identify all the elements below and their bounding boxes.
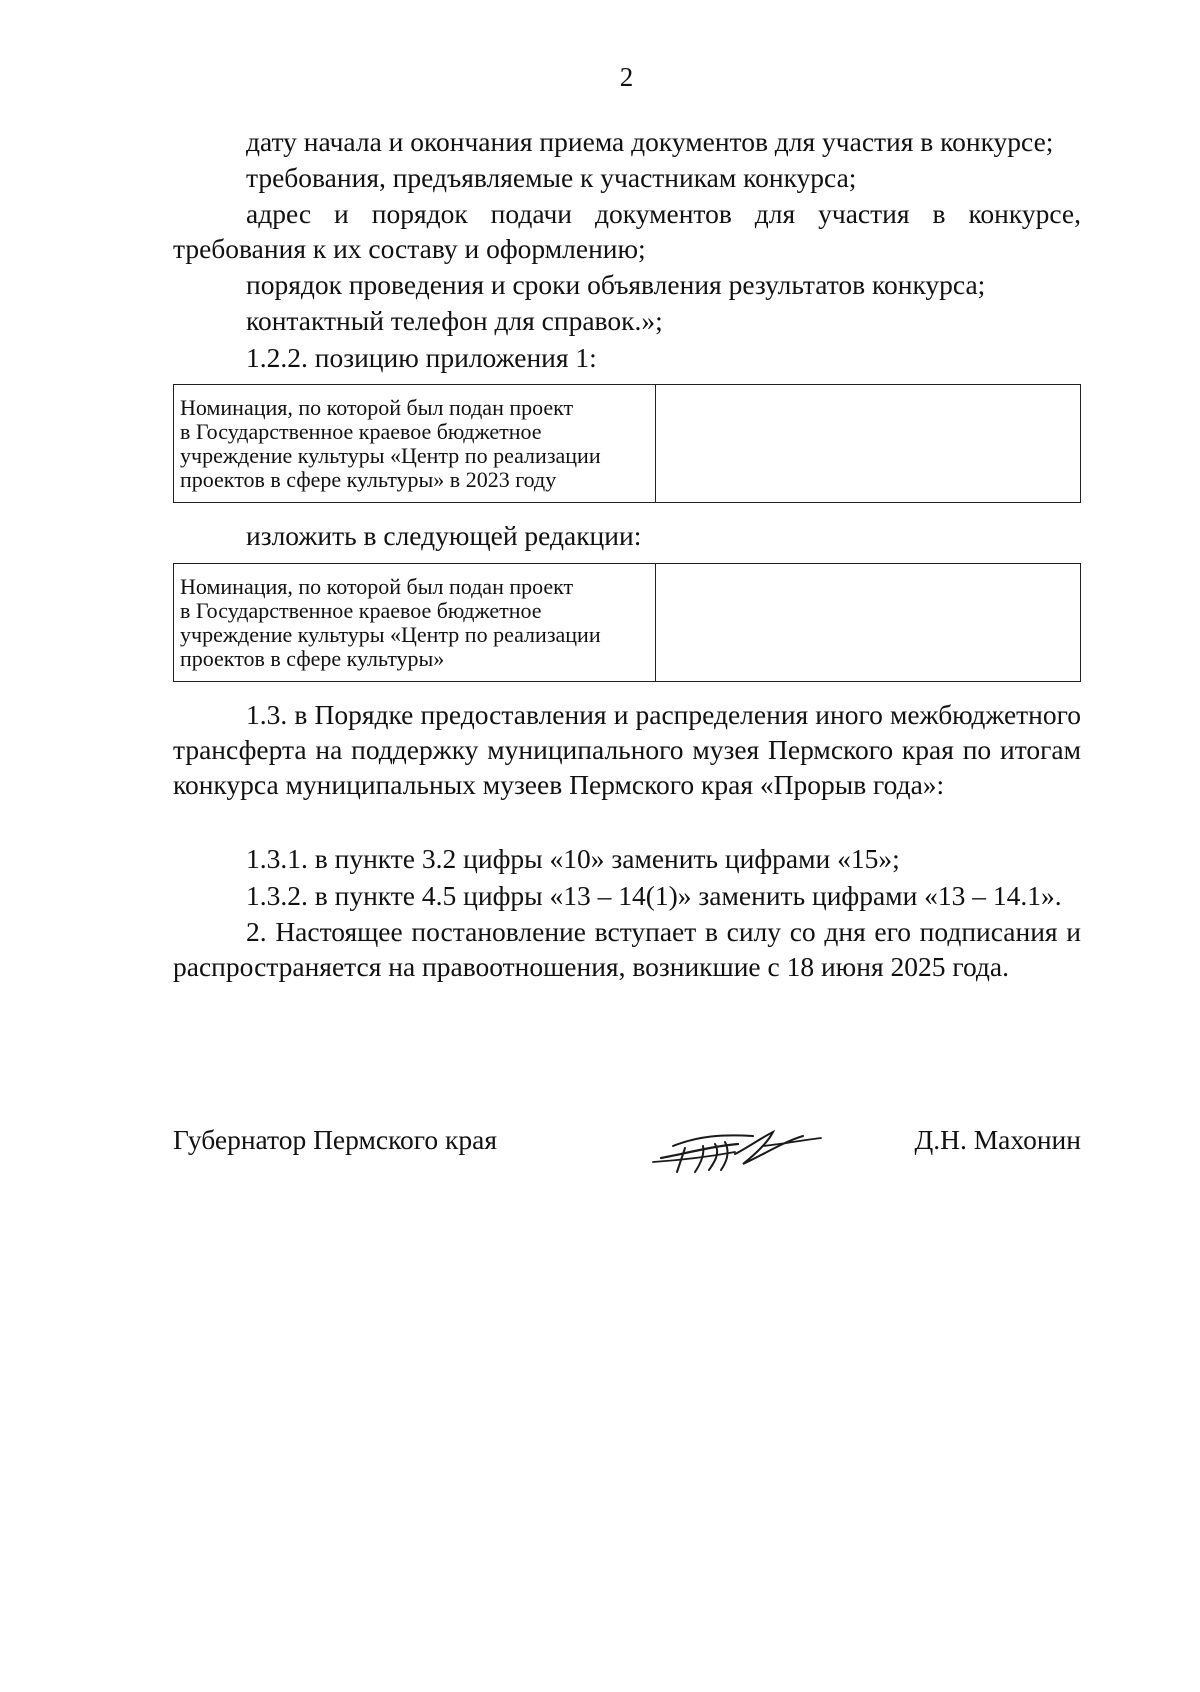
paragraph-requirements: требования, предъявляемые к участникам конкурса; xyxy=(246,162,857,193)
table-old-left-cell xyxy=(174,385,656,502)
paragraph-item-1-3-2: 1.3.2. в пункте 4.5 цифры «13 – 14(1)» заменить цифрами «13 – 14.1». xyxy=(246,880,1062,911)
table-new-line: проектов в сфере культуры» xyxy=(180,646,445,671)
table-old-line: учреждение культуры «Центр по реализации xyxy=(180,443,601,468)
table-old-right-cell xyxy=(656,385,1080,502)
page-number: 2 xyxy=(619,62,634,92)
table-old-line: Номинация, по которой был подан проект xyxy=(180,395,574,420)
table-new-right-cell xyxy=(656,564,1080,681)
paragraph-item-1-3-1: 1.3.1. в пункте 3.2 цифры «10» заменить цифрами «15»; xyxy=(246,843,900,874)
table-new-line: Номинация, по которой был подан проект xyxy=(180,574,574,599)
signature-block xyxy=(173,1122,1081,1182)
table-new-position xyxy=(173,563,1081,682)
table-new-left-cell xyxy=(174,564,656,681)
paragraph-item-1-2-2: 1.2.2. позицию приложения 1: xyxy=(246,342,597,373)
paragraph-address: адрес и порядок подачи документов для участия в конкурсе, требования к их составу и оформлению; xyxy=(173,198,1081,264)
table-old-line: проектов в сфере культуры» в 2023 году xyxy=(180,467,557,492)
signatory-name: Д.Н. Махонин xyxy=(914,1124,1081,1155)
paragraph-phone: контактный телефон для справок.»; xyxy=(246,305,663,336)
handwritten-signature xyxy=(643,1116,833,1176)
paragraph-new-edition: изложить в следующей редакции: xyxy=(246,520,642,551)
signatory-title: Губернатор Пермского края xyxy=(173,1124,497,1155)
table-old-position xyxy=(173,384,1081,503)
table-new-line: в Государственное краевое бюджетное xyxy=(180,598,542,623)
paragraph-procedure: порядок проведения и сроки объявления результатов конкурса; xyxy=(246,269,986,300)
paragraph-dates: дату начала и окончания приема документов для участия в конкурсе; xyxy=(246,126,1054,157)
paragraph-item-2: 2. Настоящее постановление вступает в силу со дня его подписания и распространяется на правоотношения, возникшие с 18 июня 2025 года. xyxy=(173,916,1081,982)
paragraph-section-1-3: 1.3. в Порядке предоставления и распределения иного межбюджетного трансферта на поддержку муниципального музея Пермского края по итогам конкурса муниципальных музеев Пермского края «Прорыв года»: xyxy=(173,699,1081,800)
table-old-line: в Государственное краевое бюджетное xyxy=(180,419,542,444)
table-new-line: учреждение культуры «Центр по реализации xyxy=(180,622,601,647)
